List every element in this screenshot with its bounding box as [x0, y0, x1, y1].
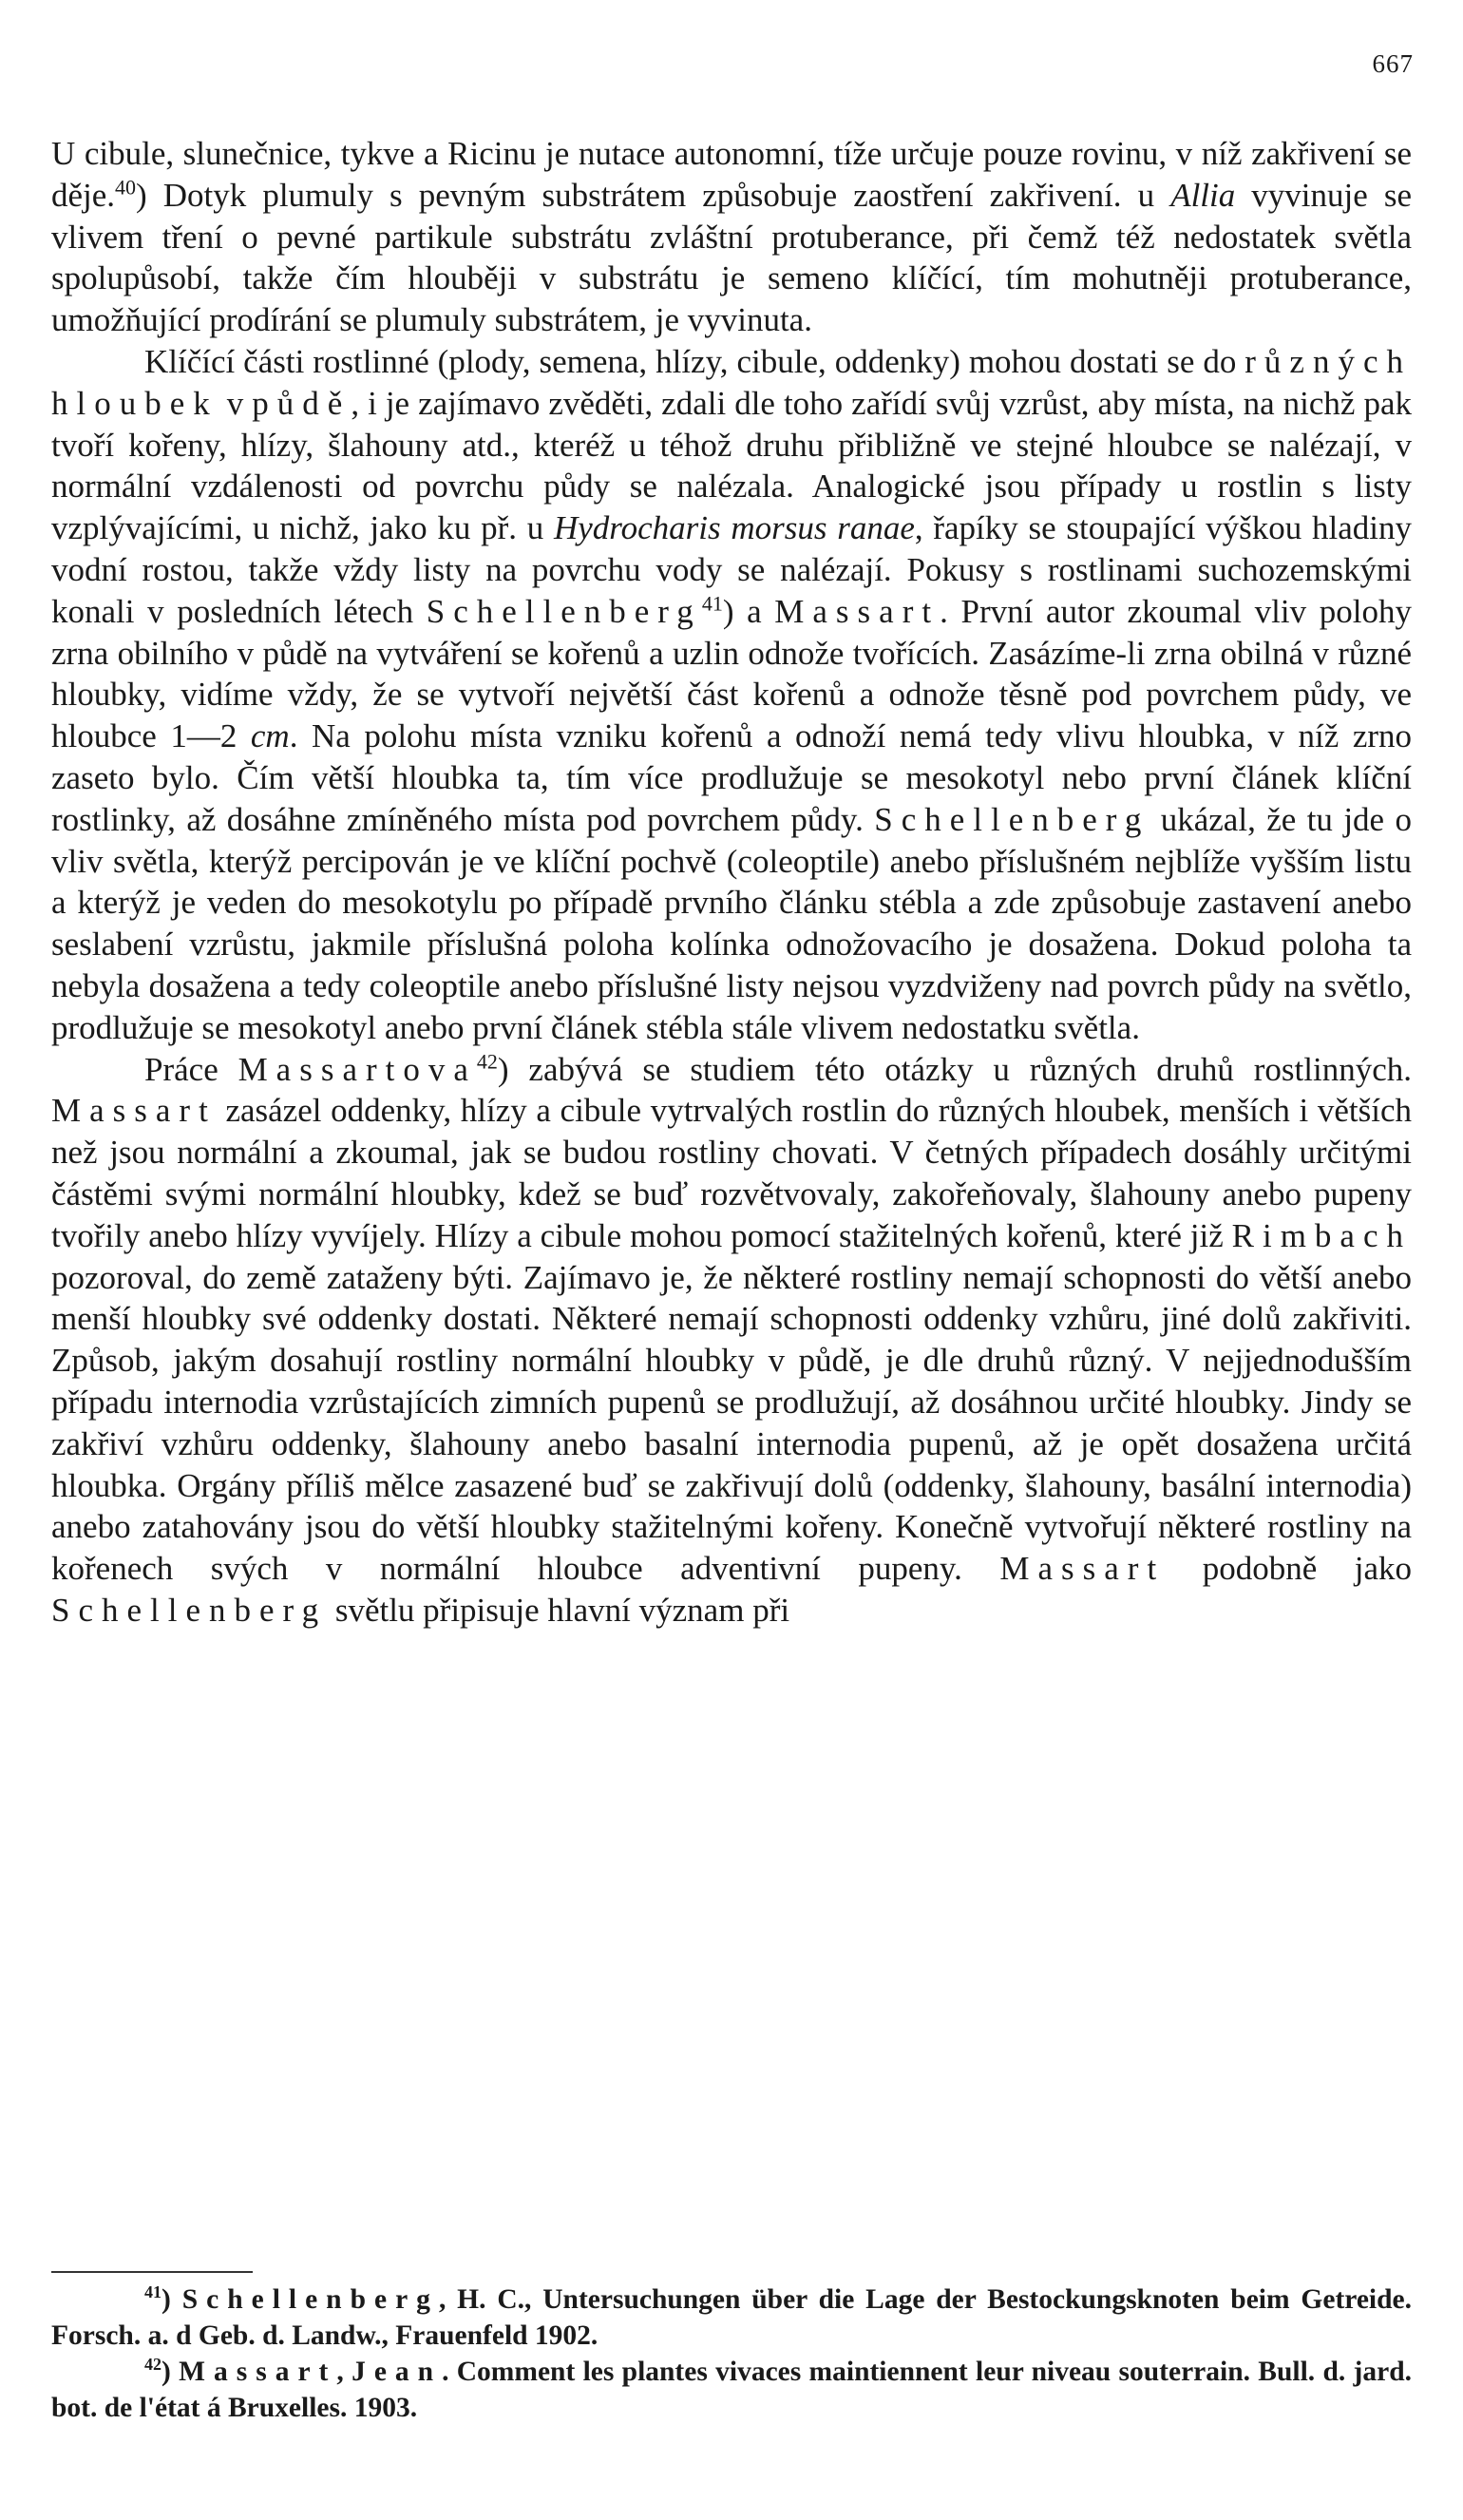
text-run: . Na polohu místa vzniku kořenů a odnoží nemá tedy vlivu hloubka, v níž zrno zaseto bylo. Čím větší hloubka ta, tím více prodlužuje se mesokotyl nebo první článek klíční rostlinky, až dosáhne zmíněného místa pod povrchem půdy.: [51, 717, 1413, 838]
footnote-ref: 42: [476, 1048, 498, 1073]
text-run: Klíčící části rostlinné (plody, semena, hlízy, cibule, oddenky) mohou dostati se do: [144, 342, 1245, 380]
text-run: ): [162, 2284, 182, 2315]
text-run: ) zabývá se studiem této otázky u různých druhů rostlinných.: [497, 1050, 1412, 1088]
spaced-name: půdě: [252, 384, 352, 422]
page-number: 667: [1372, 49, 1414, 78]
spaced-name: Schellenberg: [426, 592, 702, 630]
spaced-name: různých hloubek: [51, 342, 1412, 422]
paragraph-3: [51, 1049, 1412, 1632]
text-run: v: [218, 384, 253, 422]
spaced-name: Massart: [51, 1092, 217, 1130]
italic-term: Hydrocharis morsus ranae: [553, 509, 915, 547]
text-run: , i je zajímavo zvěděti, zdali dle toho zařídí svůj vzrůst, aby místa, na nichž pak tvoří kořeny, hlízy, šlahouny atd., kteréž u téhož druhu přibližně ve stejné hloubce se nalézají, v normální vzdálenosti od povrchu půdy se nalézala. Analogické jsou případy u rostlin s listy vzplývajícími, u nichž, jako ku př. u: [51, 384, 1413, 547]
spaced-name: Schellenberg: [181, 2284, 439, 2315]
text-run: ukázal, že tu jde o vliv světla, kterýž percipován je ve klíční pochvě (coleoptile) anebo příslušném nejblíže vyšším listu a kterýž je veden do mesokotylu po případě prvního článku stébla a zde způsobuje zastavení anebo seslabení vzrůstu, jakmile příslušná poloha kolínka odnožovacího je dosažena. Dokud poloha ta nebyla dosažena a tedy coleoptile anebo příslušné listy nejsou vyzdviženy nad povrch půdy na světlo, prodlužuje se mesokotyl anebo první článek stébla stále vlivem nedostatku světla.: [51, 800, 1412, 1046]
text-run: vyvinuje se vlivem tření o pevné partikule substrátu zvláštní protuberance, při čemž též nedostatek světla spolupůsobí, takže čím hlouběji v substrátu je semeno klíčící, tím mohutněji protuberance, umožňující prodírání se plumuly substrátem, je vyvinuta.: [51, 176, 1413, 339]
text-run: ) Dotyk plumuly s pevným substrátem způsobuje zaostření zakřivení. u: [136, 176, 1171, 214]
italic-term: Allia: [1170, 176, 1236, 214]
footnote-ref: 40: [115, 175, 137, 200]
text-run: ): [162, 2357, 180, 2387]
paragraph-1: [51, 133, 1412, 341]
footnote-ref: 42: [144, 2355, 162, 2375]
spaced-name: Massart: [999, 1550, 1166, 1588]
spaced-name: Schellenberg: [51, 1591, 328, 1629]
text-run: . První autor zkoumal vliv polohy zrna obilního v půdě na vytváření se kořenů a uzlin odnože tvořících. Zasázíme-li zrna obilná v různé hloubky, vidíme vždy, že se vytvoří největší část kořenů a odnože těsně pod povrchem půdy, ve hloubce 1—2: [51, 592, 1412, 755]
paragraph-2: [51, 341, 1412, 1049]
spaced-name: Schellenberg: [874, 800, 1150, 838]
main-text: [51, 133, 1412, 1632]
text-run: světlu připisuje hlavní význam při: [327, 1591, 790, 1629]
spaced-name: Rimbach: [1231, 1216, 1412, 1254]
text-run: pozoroval, do země zataženy býti. Zajímavo je, že některé rostliny nemají schopnosti do větší anebo menší hloubky své oddenky dostati. Některé nemají schopnosti oddenky vzhůru, jiné dolů zakřiviti. Způsob, jakým dosahují rostliny normální hloubky v půdě, je dle druhů různý. V nejjednodušším případu internodia vzrůstajících zimních pupenů se prodlužují, až dosáhnou určité hloubky. Jindy se zakřiví vzhůru oddenky, šlahouny anebo basalní internodia pupenů, až je opět dosažena určitá hloubka. Orgány příliš mělce zasazené buď se zakřivují dolů (oddenky, šlahouny, basální internodia) anebo zatahovány jsou do větší hloubky stažitelnými kořeny. Konečně vytvořují některé rostliny na kořenech svých v normální hloubce adventivní pupeny.: [51, 1258, 1412, 1588]
footnote-ref: 41: [144, 2282, 162, 2302]
footnote-divider: [51, 2271, 253, 2273]
spaced-name: Massart: [774, 592, 940, 630]
footnote-ref: 41: [701, 591, 723, 616]
text-run: ,: [336, 2357, 352, 2387]
text-run: ) a: [722, 592, 775, 630]
text-run: U cibule, slunečnice, tykve a Ricinu je nutace autonomní, tíže určuje pouze rovinu, v níž zakřivení se děje.: [51, 135, 1412, 214]
text-run: . Comment les plantes vivaces maintiennent leur niveau souterrain. Bull. d. jard. bot. de l'état á Bruxelles. 1903.: [51, 2357, 1412, 2423]
spaced-name: Massartova: [238, 1050, 477, 1088]
footnote-42: [51, 2354, 1412, 2426]
text-run: zasázel oddenky, hlízy a cibule vytrvalých rostlin do různých hloubek, menších i větších než jsou normální a zkoumal, jak se budou rostliny chovati. V četných případech dosáhly určitými částěmi svými normální hloubky, kdež se buď rozvětvovaly, zakořeňovaly, šlahouny anebo pupeny tvořily anebo hlízy vyvíjely. Hlízy a cibule mohou pomocí stažitelných kořenů, které již: [51, 1092, 1412, 1254]
italic-term: cm: [250, 717, 290, 755]
text-run: Práce: [144, 1050, 238, 1088]
text-run: podobně jako: [1165, 1550, 1412, 1588]
spaced-name: Jean: [352, 2357, 443, 2387]
footnote-41: [51, 2281, 1412, 2354]
footnotes: [51, 2281, 1412, 2426]
text-run: , H. C., Untersuchungen über die Lage der Bestockungsknoten beim Getreide. Forsch. a. d Geb. d. Landw., Frauenfeld 1902.: [51, 2284, 1413, 2351]
spaced-name: Massart: [179, 2357, 337, 2387]
text-run: , řapíky se stoupající výškou hladiny vodní rostou, takže vždy listy na povrchu vody se nalézají. Pokusy s rostlinami suchozemskými konali v posledních létech: [51, 509, 1412, 630]
